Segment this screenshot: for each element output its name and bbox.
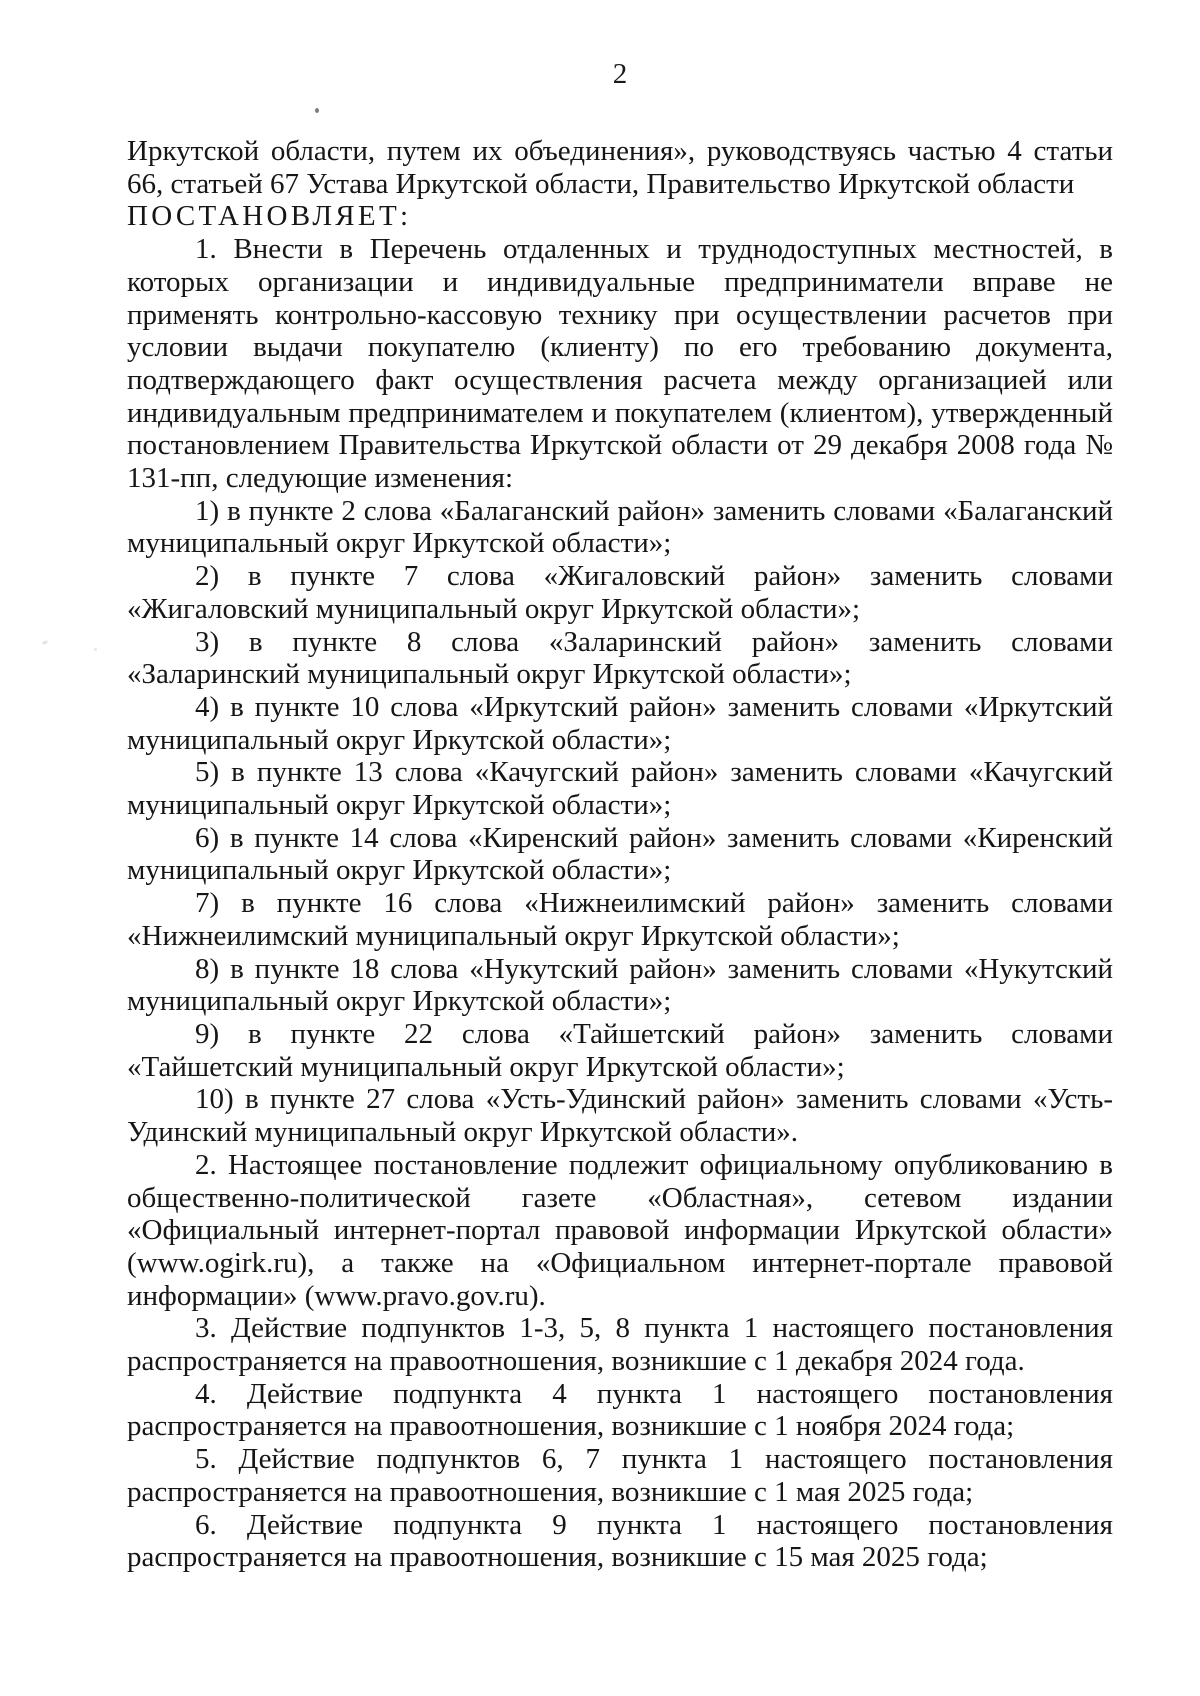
subitem-7: 7) в пункте 16 слова «Нижнеилимский район» заменить словами «Нижнеилимский муниципальный округ Иркутской области»; bbox=[127, 887, 1113, 952]
resolution-keyword: ПОСТАНОВЛЯЕТ: bbox=[127, 200, 412, 233]
item-6: 6. Действие подпункта 9 пункта 1 настоящего постановления распространяется на правоотношения, возникшие с 15 мая 2025 года; bbox=[127, 1508, 1113, 1574]
subitem-5: 5) в пункте 13 слова «Качугский район» заменить словами «Качугский муниципальный округ Иркутской области»; bbox=[127, 756, 1113, 822]
item-2: 2. Настоящее постановление подлежит официальному опубликованию в общественно-политической газете «Областная», сетевом издании «Официальный интернет-портал правовой информации Иркутской области» (www.ogirk.ru), а также на «Официальном интернет-портале правовой информации» (www.pravo.gov.ru). bbox=[127, 1148, 1113, 1312]
scan-speck bbox=[42, 640, 49, 645]
subitem-9: 9) в пункте 22 слова «Тайшетский район» заменить словами «Тайшетский муниципальный округ Иркутской области»; bbox=[127, 1017, 1113, 1083]
subitem-10: 10) в пункте 27 слова «Усть-Удинский район» заменить словами «Усть-Удинский муниципальный округ Иркутской области». bbox=[127, 1083, 1113, 1149]
page-number: 2 bbox=[612, 58, 628, 90]
document-body bbox=[127, 135, 1113, 1574]
subitem-1: 1) в пункте 2 слова «Балаганский район» заменить словами «Балаганский муниципальный округ Иркутской области»; bbox=[127, 494, 1113, 560]
item-1: 1. Внести в Перечень отдаленных и труднодоступных местностей, в которых организации и индивидуальные предприниматели вправе не применять контрольно-кассовую технику при осуществлении расчетов при условии выдачи покупателю (клиенту) по его требованию документа, подтверждающего факт осуществления расчета между организацией или индивидуальным предпринимателем и покупателем (клиентом), утвержденный постановлением Правительства Иркутской области от 29 декабря 2008 года № 131-пп, следующие изменения: bbox=[127, 233, 1113, 495]
item-5: 5. Действие подпунктов 6, 7 пункта 1 настоящего постановления распространяется на правоотношения, возникшие с 1 мая 2025 года; bbox=[127, 1443, 1113, 1508]
item-4: 4. Действие подпункта 4 пункта 1 настоящего постановления распространяется на правоотношения, возникшие с 1 ноября 2024 года; bbox=[127, 1377, 1113, 1443]
subitem-3: 3) в пункте 8 слова «Заларинский район» заменить словами «Заларинский муниципальный округ Иркутской области»; bbox=[127, 625, 1113, 691]
scan-speck bbox=[94, 648, 97, 651]
continuation-paragraph: Иркутской области, путем их объединения», руководствуясь частью 4 статьи 66, статьей 67 Устава Иркутской области, Правительство Иркутской области bbox=[127, 135, 1113, 200]
scan-speck bbox=[315, 108, 319, 113]
item-3: 3. Действие подпунктов 1-3, 5, 8 пункта 1 настоящего постановления распространяется на правоотношения, возникшие с 1 декабря 2024 года. bbox=[127, 1312, 1113, 1378]
subitem-4: 4) в пункте 10 слова «Иркутский район» заменить словами «Иркутский муниципальный округ Иркутской области»; bbox=[127, 690, 1113, 756]
subitem-8: 8) в пункте 18 слова «Нукутский район» заменить словами «Нукутский муниципальный округ Иркутской области»; bbox=[127, 952, 1113, 1018]
subitem-6: 6) в пункте 14 слова «Киренский район» заменить словами «Киренский муниципальный округ Иркутской области»; bbox=[127, 821, 1113, 887]
subitem-2: 2) в пункте 7 слова «Жигаловский район» заменить словами «Жигаловский муниципальный округ Иркутской области»; bbox=[127, 560, 1113, 625]
